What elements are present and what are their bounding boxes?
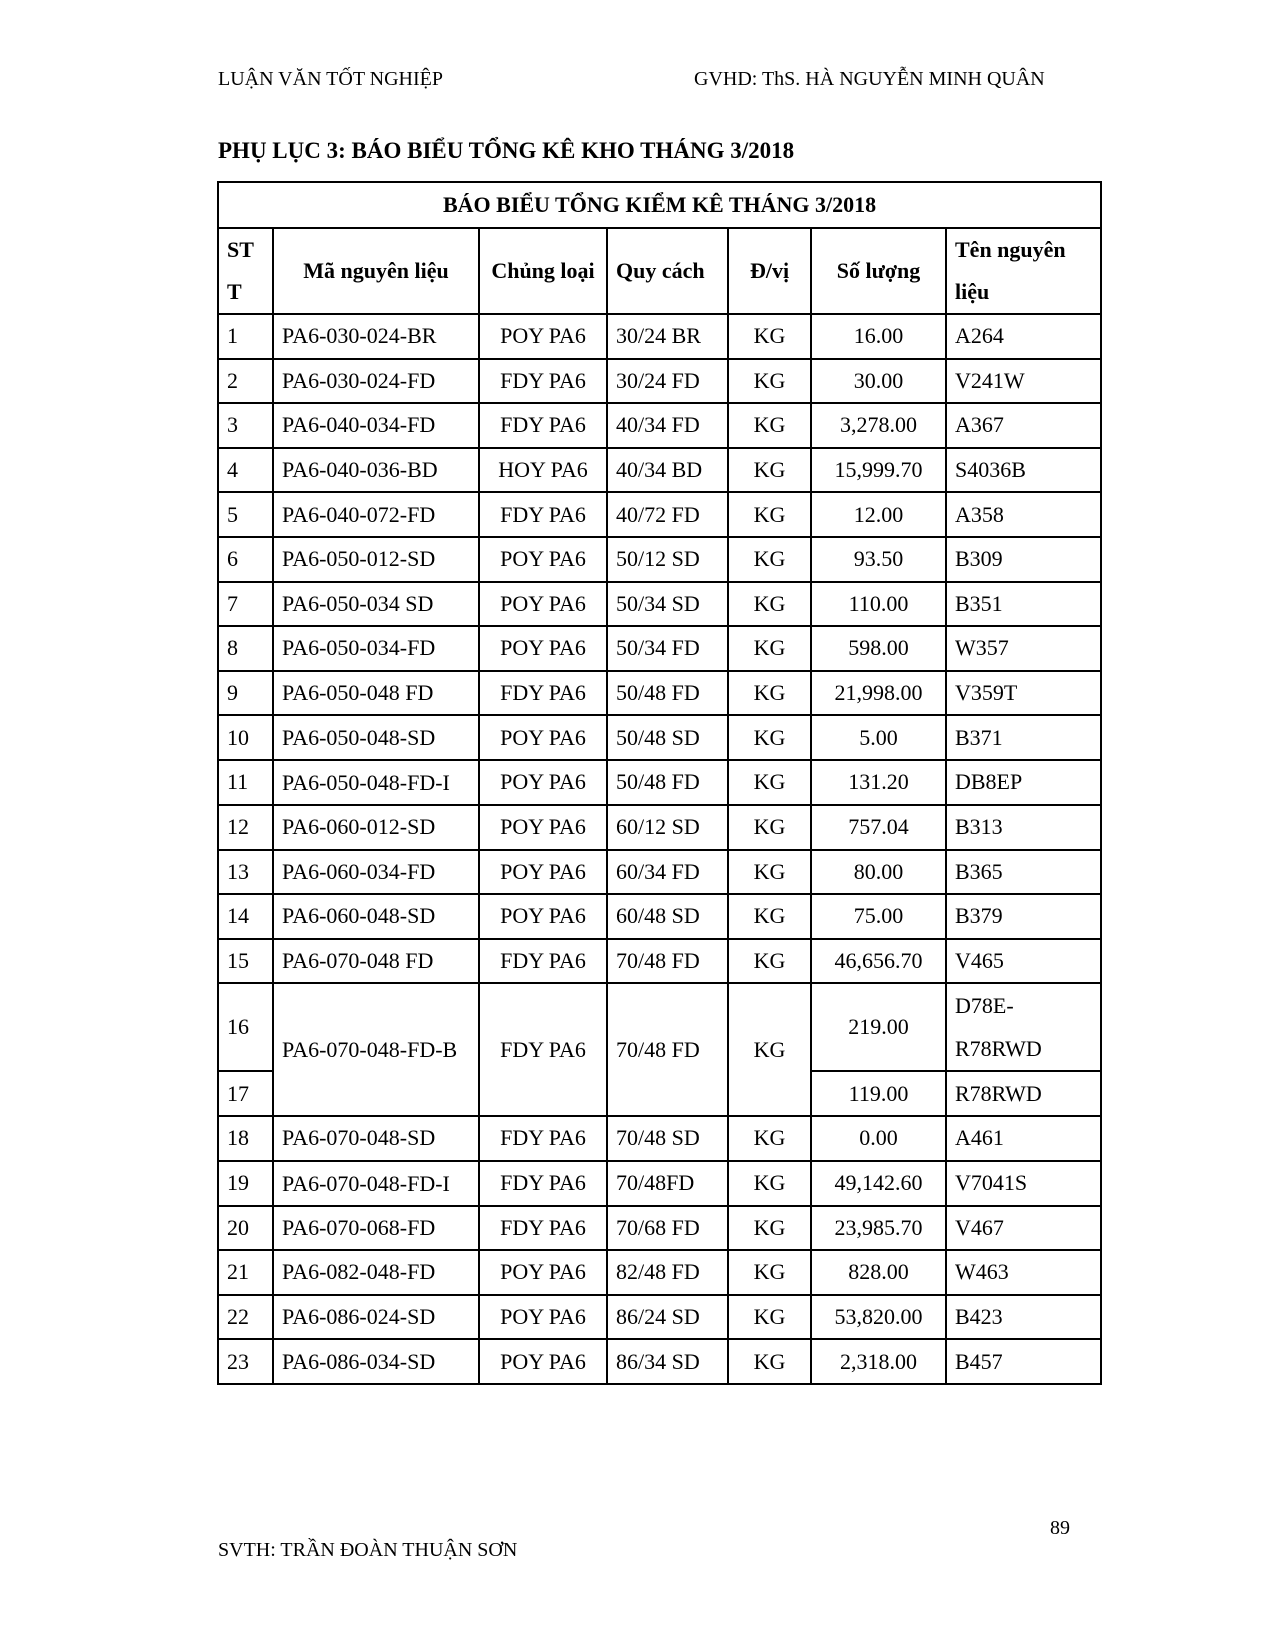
cell-spec: 50/12 SD [607,537,728,582]
cell-unit: KG [728,715,811,760]
cell-unit: KG [728,1161,811,1206]
cell-code: PA6-040-036-BD [273,448,479,493]
table-row [218,1295,1101,1340]
col-header-qty: Số lượng [811,228,946,314]
cell-qty: 75.00 [811,894,946,939]
cell-stt: 15 [218,939,273,984]
table-row [218,983,1101,1071]
cell-stt: 1 [218,314,273,359]
cell-unit: KG [728,894,811,939]
table-row [218,850,1101,895]
cell-type: POY PA6 [479,582,607,627]
cell-stt: 14 [218,894,273,939]
cell-qty: 110.00 [811,582,946,627]
cell-type: FDY PA6 [479,1161,607,1206]
table-row [218,359,1101,404]
cell-spec: 82/48 FD [607,1250,728,1295]
cell-name: DB8EP [946,760,1101,805]
cell-spec: 40/34 BD [607,448,728,493]
cell-name: A367 [946,403,1101,448]
cell-stt: 6 [218,537,273,582]
cell-type: FDY PA6 [479,939,607,984]
cell-spec: 50/48 FD [607,671,728,716]
cell-spec: 50/48 FD [607,760,728,805]
cell-qty: 53,820.00 [811,1295,946,1340]
cell-name: V467 [946,1206,1101,1251]
cell-unit: KG [728,1250,811,1295]
cell-stt: 16 [218,983,273,1071]
table-row [218,1206,1101,1251]
cell-name: B457 [946,1339,1101,1384]
cell-qty: 21,998.00 [811,671,946,716]
table-caption: BÁO BIỂU TỔNG KIỂM KÊ THÁNG 3/2018 [218,182,1101,228]
cell-code: PA6-050-048-FD-I [273,760,479,805]
cell-name: V241W [946,359,1101,404]
cell-code: PA6-060-034-FD [273,850,479,895]
cell-spec: 30/24 FD [607,359,728,404]
cell-unit: KG [728,314,811,359]
cell-name: V7041S [946,1161,1101,1206]
cell-qty: 598.00 [811,626,946,671]
cell-qty: 3,278.00 [811,403,946,448]
running-header-right: GVHD: ThS. HÀ NGUYỄN MINH QUÂN [694,68,1045,90]
cell-unit: KG [728,1116,811,1161]
cell-code: PA6-050-048-SD [273,715,479,760]
table-row [218,626,1101,671]
cell-qty: 828.00 [811,1250,946,1295]
table-row [218,671,1101,716]
cell-spec: 70/48 FD [607,939,728,984]
cell-code: PA6-050-012-SD [273,537,479,582]
cell-code: PA6-040-072-FD [273,492,479,537]
cell-qty: 49,142.60 [811,1161,946,1206]
appendix-title: PHỤ LỤC 3: BÁO BIỂU TỔNG KÊ KHO THÁNG 3/2018 [218,138,795,163]
cell-spec: 60/34 FD [607,850,728,895]
cell-qty: 80.00 [811,850,946,895]
cell-spec: 50/34 FD [607,626,728,671]
cell-stt: 3 [218,403,273,448]
cell-type: FDY PA6 [479,1206,607,1251]
cell-qty: 23,985.70 [811,1206,946,1251]
cell-stt: 18 [218,1116,273,1161]
cell-type: FDY PA6 [479,671,607,716]
cell-type: POY PA6 [479,805,607,850]
cell-spec: 70/48 FD [607,983,728,1116]
cell-unit: KG [728,850,811,895]
cell-unit: KG [728,582,811,627]
cell-stt: 2 [218,359,273,404]
cell-type: POY PA6 [479,314,607,359]
cell-qty: 119.00 [811,1071,946,1116]
col-header-type: Chủng loại [479,228,607,314]
cell-spec: 86/24 SD [607,1295,728,1340]
cell-code: PA6-040-034-FD [273,403,479,448]
table-row [218,448,1101,493]
cell-unit: KG [728,760,811,805]
cell-spec: 70/48FD [607,1161,728,1206]
cell-type: FDY PA6 [479,359,607,404]
cell-spec: 70/68 FD [607,1206,728,1251]
cell-name: V359T [946,671,1101,716]
cell-code: PA6-086-024-SD [273,1295,479,1340]
table-row [218,582,1101,627]
cell-name: B309 [946,537,1101,582]
cell-qty: 16.00 [811,314,946,359]
table-row [218,403,1101,448]
table-row [218,1339,1101,1384]
cell-qty: 12.00 [811,492,946,537]
cell-spec: 70/48 SD [607,1116,728,1161]
cell-qty: 93.50 [811,537,946,582]
cell-code: PA6-086-034-SD [273,1339,479,1384]
cell-code: PA6-050-048 FD [273,671,479,716]
cell-type: POY PA6 [479,1339,607,1384]
cell-code: PA6-060-012-SD [273,805,479,850]
cell-spec: 86/34 SD [607,1339,728,1384]
cell-type: POY PA6 [479,537,607,582]
cell-stt: 19 [218,1161,273,1206]
cell-type: FDY PA6 [479,983,607,1116]
cell-name: A358 [946,492,1101,537]
cell-spec: 60/12 SD [607,805,728,850]
cell-code: PA6-070-048-SD [273,1116,479,1161]
table-row [218,492,1101,537]
cell-unit: KG [728,626,811,671]
page-number: 89 [1050,1517,1070,1539]
cell-name: A264 [946,314,1101,359]
cell-type: POY PA6 [479,760,607,805]
cell-name: B379 [946,894,1101,939]
cell-stt: 20 [218,1206,273,1251]
cell-name: B423 [946,1295,1101,1340]
cell-qty: 757.04 [811,805,946,850]
cell-unit: KG [728,403,811,448]
cell-spec: 50/48 SD [607,715,728,760]
cell-type: POY PA6 [479,1295,607,1340]
cell-stt: 10 [218,715,273,760]
col-header-unit: Đ/vị [728,228,811,314]
cell-stt: 13 [218,850,273,895]
cell-unit: KG [728,983,811,1116]
cell-unit: KG [728,537,811,582]
cell-type: POY PA6 [479,715,607,760]
cell-code: PA6-070-048-FD-B [273,983,479,1116]
cell-qty: 131.20 [811,760,946,805]
cell-unit: KG [728,671,811,716]
cell-spec: 30/24 BR [607,314,728,359]
cell-code: PA6-030-024-BR [273,314,479,359]
cell-name: D78E-R78RWD [946,983,1101,1071]
cell-name: B371 [946,715,1101,760]
running-footer: SVTH: TRẦN ĐOÀN THUẬN SƠN [218,1539,518,1561]
cell-type: POY PA6 [479,894,607,939]
cell-spec: 40/34 FD [607,403,728,448]
cell-unit: KG [728,1295,811,1340]
col-header-code: Mã nguyên liệu [273,228,479,314]
table-row [218,1250,1101,1295]
running-header-left: LUẬN VĂN TỐT NGHIỆP [218,68,443,90]
cell-qty: 15,999.70 [811,448,946,493]
cell-name: W357 [946,626,1101,671]
table-row [218,894,1101,939]
table-row [218,760,1101,805]
cell-stt: 5 [218,492,273,537]
col-header-name: Tên nguyên liệu [946,228,1101,314]
cell-type: POY PA6 [479,850,607,895]
cell-unit: KG [728,805,811,850]
cell-code: PA6-050-034 SD [273,582,479,627]
table-row [218,1161,1101,1206]
cell-spec: 50/34 SD [607,582,728,627]
inventory-table [217,181,1102,1385]
cell-code: PA6-070-048-FD-I [273,1161,479,1206]
cell-qty: 219.00 [811,983,946,1071]
cell-stt: 21 [218,1250,273,1295]
cell-unit: KG [728,1339,811,1384]
cell-name: A461 [946,1116,1101,1161]
col-header-spec: Quy cách [607,228,728,314]
cell-unit: KG [728,448,811,493]
cell-name: B351 [946,582,1101,627]
cell-type: FDY PA6 [479,1116,607,1161]
cell-name: R78RWD [946,1071,1101,1116]
cell-type: FDY PA6 [479,403,607,448]
cell-stt: 8 [218,626,273,671]
cell-qty: 46,656.70 [811,939,946,984]
cell-unit: KG [728,359,811,404]
cell-unit: KG [728,1206,811,1251]
cell-stt: 12 [218,805,273,850]
cell-code: PA6-070-048 FD [273,939,479,984]
table-row [218,1116,1101,1161]
cell-unit: KG [728,492,811,537]
table-row [218,537,1101,582]
cell-type: HOY PA6 [479,448,607,493]
cell-stt: 17 [218,1071,273,1116]
table-row [218,805,1101,850]
cell-stt: 7 [218,582,273,627]
cell-name: S4036B [946,448,1101,493]
cell-code: PA6-050-034-FD [273,626,479,671]
cell-code: PA6-060-048-SD [273,894,479,939]
table-row [218,939,1101,984]
cell-stt: 23 [218,1339,273,1384]
cell-stt: 11 [218,760,273,805]
table-row [218,314,1101,359]
cell-stt: 9 [218,671,273,716]
col-header-stt: ST T [218,228,273,314]
cell-stt: 4 [218,448,273,493]
cell-qty: 30.00 [811,359,946,404]
cell-code: PA6-070-068-FD [273,1206,479,1251]
cell-type: POY PA6 [479,626,607,671]
cell-type: FDY PA6 [479,492,607,537]
cell-name: B365 [946,850,1101,895]
cell-name: V465 [946,939,1101,984]
cell-name: W463 [946,1250,1101,1295]
cell-qty: 5.00 [811,715,946,760]
cell-spec: 60/48 SD [607,894,728,939]
cell-stt: 22 [218,1295,273,1340]
cell-type: POY PA6 [479,1250,607,1295]
cell-qty: 0.00 [811,1116,946,1161]
cell-qty: 2,318.00 [811,1339,946,1384]
cell-code: PA6-082-048-FD [273,1250,479,1295]
cell-name: B313 [946,805,1101,850]
cell-spec: 40/72 FD [607,492,728,537]
cell-unit: KG [728,939,811,984]
cell-code: PA6-030-024-FD [273,359,479,404]
table-row [218,715,1101,760]
